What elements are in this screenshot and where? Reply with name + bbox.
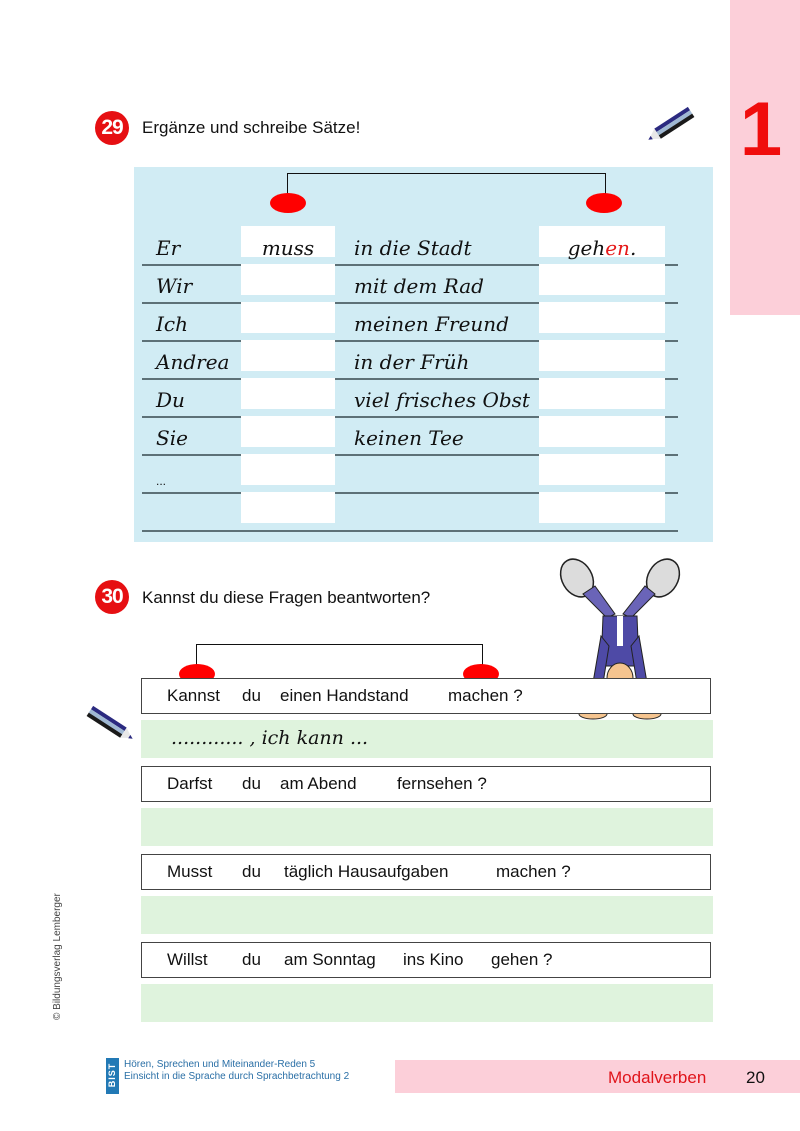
bist-label: BIST: [107, 1062, 117, 1088]
modal-verb-field[interactable]: [241, 416, 335, 447]
sentence-middle: meinen Freund: [354, 312, 509, 336]
subject: du: [242, 862, 261, 881]
infinitive-field[interactable]: [539, 378, 665, 409]
bist-badge: [106, 1058, 119, 1094]
chapter-number: 1: [739, 87, 783, 172]
verb-bracket: [196, 644, 483, 667]
modal-verb-field[interactable]: [241, 454, 335, 485]
modal-verb-field[interactable]: [241, 378, 335, 409]
subject: Sie: [156, 426, 188, 450]
topic-title: Modalverben: [608, 1068, 707, 1087]
sentence-middle: einen Handstand: [280, 686, 409, 705]
page-number: 20: [746, 1068, 765, 1087]
question-box: [141, 766, 711, 802]
modal-verb: Kannst: [167, 686, 220, 705]
sentence-middle: am Abend: [280, 774, 357, 793]
infinitive: fernsehen ?: [397, 774, 487, 793]
subject: Andrea: [156, 350, 230, 374]
infinitive-field[interactable]: [539, 454, 665, 485]
answer-field[interactable]: [141, 896, 713, 934]
infinitive: gehen ?: [491, 950, 553, 969]
table-row: [142, 416, 678, 456]
modal-verb-marker: [270, 193, 306, 213]
modal-verb-field[interactable]: [241, 340, 335, 371]
sentence-middle: viel frisches Obst: [354, 388, 530, 412]
pencil-icon: [82, 703, 138, 745]
table-row: [142, 492, 678, 532]
sentence-middle: am Sonntag: [284, 950, 376, 969]
infinitive-marker: [586, 193, 622, 213]
subject: Du: [156, 388, 185, 412]
question-box: [141, 678, 711, 714]
subject: du: [242, 950, 261, 969]
table-row: [142, 454, 678, 494]
subject: Er: [156, 236, 181, 260]
infinitive-field[interactable]: [539, 492, 665, 523]
subject: du: [242, 774, 261, 793]
example-answer: ............ , ich kann ...: [171, 727, 369, 749]
sentence-middle-2: ins Kino: [403, 950, 464, 969]
infinitive-field[interactable]: [539, 416, 665, 447]
modal-verb: Musst: [167, 862, 213, 881]
infinitive-ending: en: [605, 236, 630, 260]
modal-verb: muss: [261, 236, 315, 260]
exercise-29-sentence-table: [134, 167, 713, 542]
question-box: [141, 942, 711, 978]
verb-bracket: [287, 173, 606, 194]
sentence-middle: mit dem Rad: [354, 274, 484, 298]
sentence-middle: keinen Tee: [354, 426, 464, 450]
subject: Ich: [156, 312, 188, 336]
period: .: [629, 236, 637, 260]
answer-field[interactable]: [141, 984, 713, 1022]
infinitive: machen ?: [496, 862, 571, 881]
bist-description: [124, 1059, 349, 1083]
footer-bar: [395, 1060, 800, 1093]
sentence-middle: in die Stadt: [354, 236, 472, 260]
infinitive-stem: geh: [567, 236, 606, 260]
table-row: [142, 264, 678, 304]
table-row: [142, 340, 678, 380]
answer-field[interactable]: [141, 720, 713, 758]
question-box: [141, 854, 711, 890]
infinitive-field[interactable]: [539, 264, 665, 295]
modal-verb: Willst: [167, 950, 208, 969]
bist-line: Einsicht in die Sprache durch Sprachbetrachtung 2: [124, 1071, 350, 1082]
bist-line: Hören, Sprechen und Miteinander-Reden 5: [124, 1059, 316, 1070]
answer-field[interactable]: [141, 808, 713, 846]
modal-verb-field[interactable]: [241, 302, 335, 333]
subject: Wir: [156, 274, 193, 298]
modal-verb: Darfst: [167, 774, 213, 793]
infinitive: machen ?: [448, 686, 523, 705]
table-row: [142, 378, 678, 418]
modal-verb-field[interactable]: [241, 264, 335, 295]
table-row: [142, 302, 678, 342]
exercise-30-instruction: Kannst du diese Fragen beantworten?: [142, 588, 431, 607]
sentence-middle: täglich Hausaufgaben: [284, 862, 449, 881]
modal-verb-field[interactable]: [241, 492, 335, 523]
subject: du: [242, 686, 261, 705]
table-row: [142, 226, 678, 266]
exercise-29-instruction: Ergänze und schreibe Sätze!: [142, 118, 361, 137]
infinitive: [539, 236, 665, 260]
pencil-icon: [643, 105, 699, 145]
sentence-middle: in der Früh: [354, 350, 470, 374]
ellipsis: ...: [156, 474, 167, 488]
exercise-30-badge: 30: [95, 580, 129, 614]
exercise-29-badge: 29: [95, 111, 129, 145]
infinitive-field[interactable]: [539, 340, 665, 371]
infinitive-field[interactable]: [539, 302, 665, 333]
copyright: © Bildungsverlag Lemberger: [52, 893, 63, 1020]
